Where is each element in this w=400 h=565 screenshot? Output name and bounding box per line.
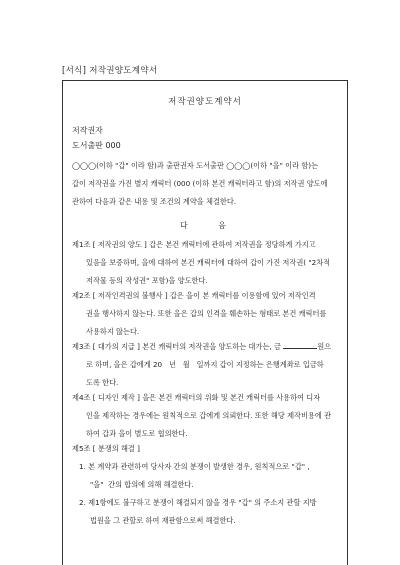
- intro-paragraph: [72, 157, 339, 211]
- article-line: 2. 제1항에도 불구하고 분쟁이 해결되지 않을 경우 "갑" 의 주소지 관할 지방: [79, 498, 317, 507]
- article-line: 사용하지 않는다.: [86, 327, 140, 336]
- article-line: 도록 한다.: [86, 378, 119, 387]
- article-line: 권을 행사하지 않는다. 또한 을은 갑의 인격을 훼손하는 형태로 본건 캐릭터를: [86, 309, 327, 318]
- article-3: [72, 338, 339, 392]
- article-5-item-2: [79, 494, 339, 530]
- article-line: 인을 제작하는 경우에는 원칙적으로 갑에게 의뢰한다. 또한 해당 제작비용에 관: [86, 411, 332, 420]
- article-line: 법원을 그 관할로 하여 재판함으로써 해결한다.: [90, 516, 236, 525]
- article-4: [72, 389, 339, 443]
- article-line: 로 하며, 을은 갑에게 20 년 월 일까지 갑이 지정하는 은행계좌로 입금하: [86, 360, 324, 369]
- article-5-title: 제5조 [ 분쟁의 해결 ]: [72, 444, 140, 453]
- article-line: [72, 338, 339, 356]
- intro-line: ◯◯◯(이하 "갑" 이라 함)과 출판권자 도서출판 ◯◯◯(이하 "을" 이라 함)는: [72, 161, 319, 170]
- article-line: 있음을 보증하며, 을에 대하여 본건 캐릭터에 대하여 갑이 가진 저작권( "2차적: [86, 258, 331, 267]
- document-title: 저작권양도계약서: [168, 97, 242, 107]
- form-label: [서식] 저작권양도계약서: [62, 66, 158, 76]
- article-line: 저작물 등의 작성권" 포함)을 양도한다.: [86, 276, 208, 285]
- article-line: 제1조 [ 저작권의 양도 ] 갑은 본건 캐릭터에 관하여 저작권을 정당하게 가지고: [72, 240, 316, 249]
- intro-line: 갑이 저작권을 가진 별지 캐릭터 (000 (이하 본건 캐릭터라고 함)의 저작권 양도에: [72, 179, 328, 188]
- article-5-item-1: [79, 458, 339, 494]
- contract-document: [62, 80, 348, 565]
- intro-line: 관하여 다음과 같은 내용 및 조건의 계약을 체결한다.: [72, 197, 237, 206]
- article-text: 원으: [317, 342, 332, 351]
- article-2: [72, 287, 339, 341]
- article-line: 제4조 [ 디자인 제작 ] 을은 본건 캐릭터의 위화 및 본건 캐릭터를 사용하여 디자: [72, 393, 321, 402]
- article-line: "을" 간의 합의에 의해 해결한다.: [90, 480, 194, 489]
- amount-blank: [283, 341, 317, 349]
- party-publisher: 도서출판 000: [72, 141, 121, 150]
- section-heading: 다 음: [180, 221, 240, 230]
- article-text: 제3조 [ 대가의 지급 ] 본건 캐릭터의 저작권을 양도하는 대가는, 금: [72, 342, 281, 351]
- party-copyright-holder: 저작권자: [72, 126, 103, 135]
- article-line: 1. 본 계약과 관련하여 당사자 간의 분쟁이 발생한 경우, 원칙적으로 "갑" ,: [79, 462, 310, 471]
- article-1: [72, 236, 339, 290]
- article-line: 하여 갑과 을이 별도로 협의한다.: [86, 429, 188, 438]
- article-line: 제2조 [ 저작인격권의 불행사 ] 갑은 을이 본 캐릭터를 이용함에 있어 저작인격: [72, 291, 316, 300]
